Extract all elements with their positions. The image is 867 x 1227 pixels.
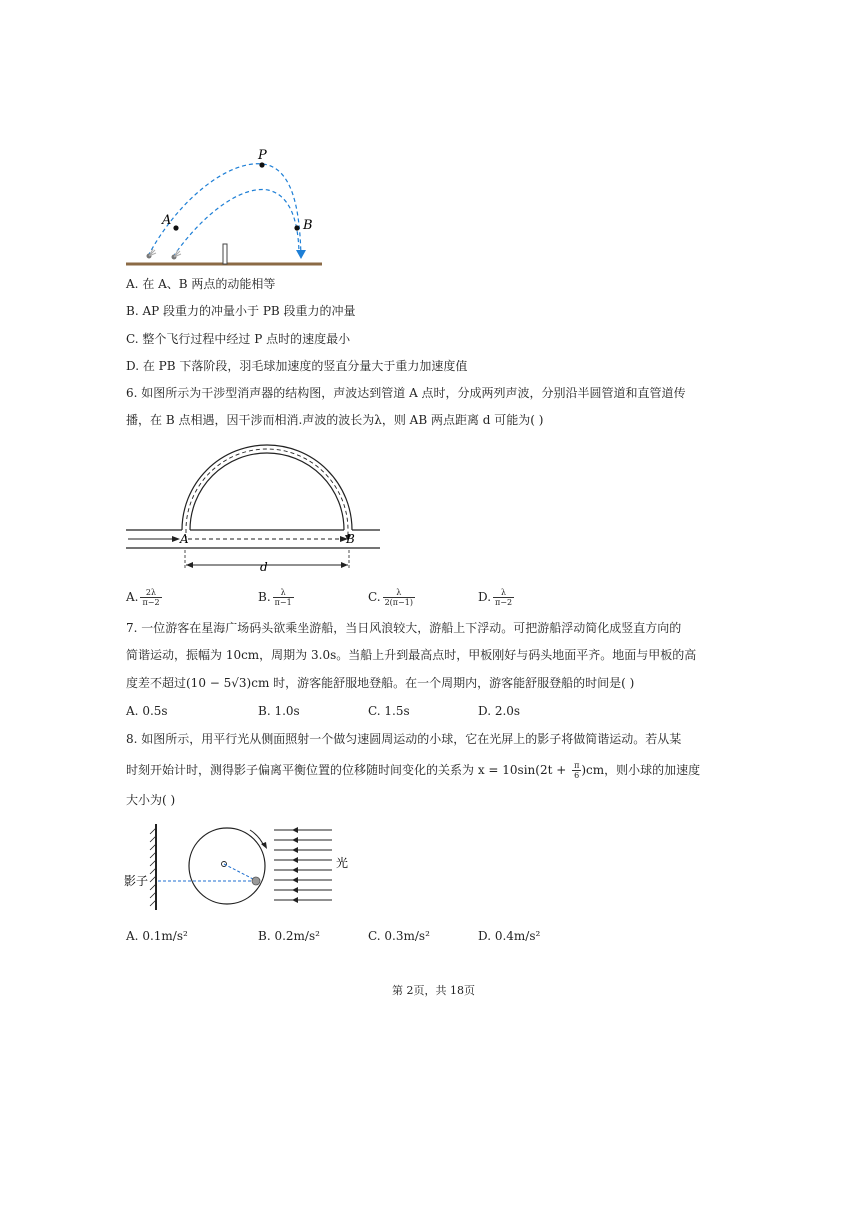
fraction-numerator: λ [493, 588, 514, 598]
formula-fraction [572, 761, 581, 780]
option-label: D. [478, 929, 492, 943]
q7-option-b [258, 703, 300, 719]
q6-stem-line-2: 播，在 B 点相遇，因干涉而相消.声波的波长为λ，则 AB 两点距离 d 可能为( ) [126, 413, 544, 427]
fraction-numerator: λ [273, 588, 294, 598]
fraction-denominator: π−2 [495, 598, 513, 607]
stem-text: 时刻开始计时，测得影子偏离平衡位置的位移随时间变化的关系为 x = 10sin [126, 763, 536, 777]
label-a: A [162, 213, 172, 228]
q8-option-b [258, 928, 320, 944]
option-label: D. [478, 704, 492, 718]
option-text: 0.5s [142, 704, 168, 718]
q5-option-d [126, 358, 467, 374]
trajectory-lower [173, 190, 299, 257]
q8-circular-motion-figure [122, 818, 362, 914]
option-fraction [273, 588, 294, 607]
label-b: B [346, 532, 355, 546]
option-text: 0.2m/s² [274, 929, 320, 943]
option-fraction [140, 588, 161, 607]
page-footer: 第 2页，共 18页 [392, 984, 475, 997]
option-label: B. [258, 929, 271, 943]
q5-option-c [126, 331, 350, 347]
ball [252, 877, 260, 885]
fraction-numerator: 2λ [140, 588, 161, 598]
option-text: 整个飞行过程中经过 P 点时的速度最小 [142, 332, 351, 346]
option-label: B. [126, 304, 139, 318]
option-fraction [493, 588, 514, 607]
option-label: B. [258, 590, 271, 604]
stem-text: )cm，则小球的加速度 [581, 763, 701, 777]
option-label: A. [126, 704, 139, 718]
q8-option-c [368, 928, 430, 944]
option-text: 1.5s [384, 704, 410, 718]
q8-stem-line-2 [126, 761, 700, 780]
label-light: 光 [336, 856, 349, 870]
option-text: 2.0s [494, 704, 521, 718]
option-text: 1.0s [274, 704, 300, 718]
label-p: P [258, 148, 267, 163]
fraction-denominator: π−1 [274, 598, 292, 607]
option-text: 0.1m/s² [142, 929, 188, 943]
q5-shuttlecock-figure [118, 140, 338, 272]
fraction-denominator: π−2 [142, 598, 160, 607]
option-text: 在 A、B 两点的动能相等 [142, 277, 276, 291]
option-label: C. [368, 929, 381, 943]
shuttlecock-icon [147, 249, 157, 259]
trajectory-arrow [296, 250, 306, 259]
option-fraction [383, 588, 415, 607]
point-b [294, 225, 299, 230]
q8-stem-line-1: 8. 如图所示，用平行光从侧面照射一个做匀速圆周运动的小球，它在光屏上的影子将做简谐运动。若从某 [126, 732, 682, 746]
point-a [173, 225, 178, 230]
shuttlecock-icon [172, 250, 182, 260]
option-text: 0.4m/s² [494, 929, 541, 943]
option-label: C. [368, 704, 381, 718]
q6-option-d [478, 588, 514, 607]
option-label: D. [478, 590, 492, 604]
option-label: C. [368, 590, 381, 604]
q8-option-d [478, 928, 540, 944]
q8-option-a [126, 928, 188, 944]
q7-stem-line-2: 简谐运动，振幅为 10cm，周期为 3.0s。当船上升到最高点时，甲板刚好与码头地面平齐。地面与甲板的高 [126, 648, 697, 662]
option-label: C. [126, 332, 139, 346]
option-label: A. [126, 590, 139, 604]
label-shadow: 影子 [124, 874, 149, 888]
label-a: A [180, 532, 189, 546]
fraction-numerator: π [574, 761, 580, 770]
q7-stem-line-3: 度差不超过(10 − 5√3)cm 时，游客能舒服地登船。在一个周期内，游客能舒服登船的时间是( ) [126, 676, 635, 690]
point-p [259, 162, 264, 167]
fraction-denominator: 2(π−1) [384, 598, 413, 607]
q6-option-a [126, 588, 162, 607]
q6-stem-line-1: 6. 如图所示为干涉型消声器的结构图，声波达到管道 A 点时，分成两列声波，分别沿半圆管道和直管道传 [126, 386, 686, 400]
label-d: d [260, 560, 268, 574]
option-text: 0.3m/s² [384, 929, 430, 943]
net-post [223, 244, 227, 264]
q7-stem-line-1: 7. 一位游客在星海广场码头欲乘坐游船，当日风浪较大，游船上下浮动。可把游船浮动简化成竖直方向的 [126, 621, 682, 635]
q5-option-a [126, 276, 275, 292]
q6-option-b [258, 588, 294, 607]
fraction-numerator: λ [383, 588, 415, 598]
q7-option-c [368, 703, 410, 719]
q6-option-c [368, 588, 415, 607]
option-label: D. [126, 359, 140, 373]
option-label: A. [126, 277, 139, 291]
q7-option-d [478, 703, 520, 719]
q5-option-b [126, 303, 356, 319]
stem-text: (2t + [535, 763, 571, 777]
fraction-denominator: 6 [574, 771, 580, 780]
option-label: B. [258, 704, 271, 718]
option-label: A. [126, 929, 139, 943]
option-text: AP 段重力的冲量小于 PB 段重力的冲量 [142, 304, 356, 318]
q7-option-a [126, 703, 168, 719]
q6-muffler-figure [122, 440, 384, 575]
label-b: B [303, 218, 313, 233]
option-text: 在 PB 下落阶段，羽毛球加速度的竖直分量大于重力加速度值 [142, 359, 468, 373]
q8-stem-line-3: 大小为( ) [126, 793, 176, 807]
